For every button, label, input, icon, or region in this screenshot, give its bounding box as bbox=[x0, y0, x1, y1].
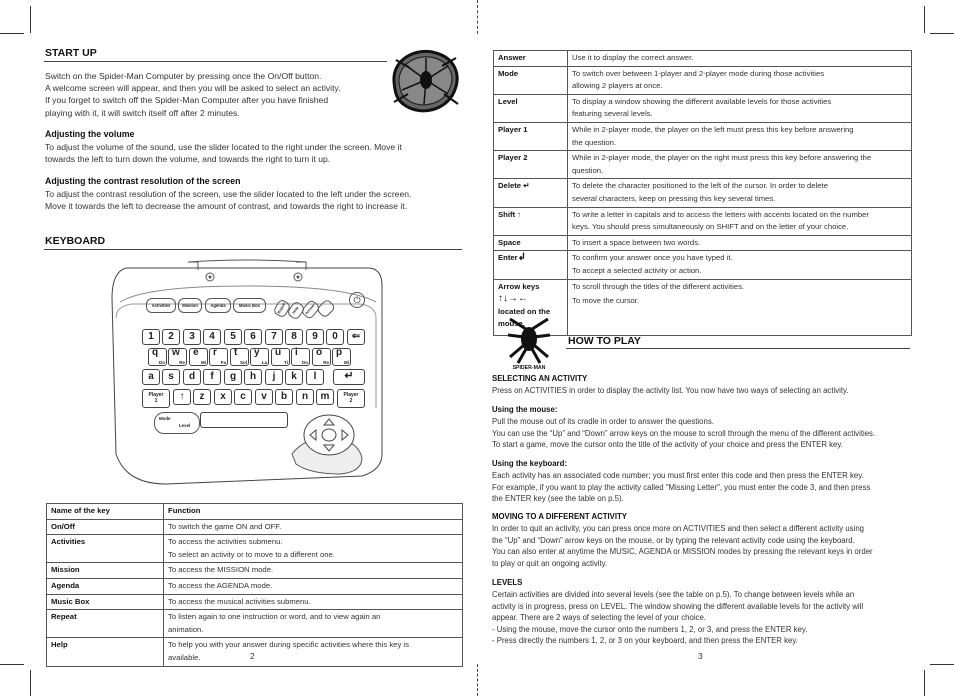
crop-mark bbox=[30, 6, 31, 33]
selecting-heading: SELECTING AN ACTIVITY bbox=[492, 374, 588, 383]
mouse-text: Pull the mouse out of its cradle in order to answer the questions. You can use the “Up” and “Down” arrow keys on the mouse to scroll through the menu of the different activities. To start a game, move the cursor onto the title of the activity of your choice and press the ENTER key. bbox=[492, 417, 876, 449]
key-name: Agenda bbox=[47, 578, 164, 594]
key-name: Delete ↵ bbox=[494, 179, 568, 207]
key-function-table-continued bbox=[493, 50, 912, 336]
how-to-play-heading: HOW TO PLAY bbox=[568, 335, 641, 347]
key-name: Mode bbox=[494, 66, 568, 94]
levels-text: Certain activities are divided into several levels (see the table on p.5). To change between levels while an activity is in progress, press on LEVEL. The window showing the different available levels for the activity will appear. There are 2 ways of selecting the level of your choice. - Using the mouse, move the cursor onto the numbers 1, 2, or 3, and press the ENTER key. - Press directly the numbers 1, 2, or 3 on your keyboard, and then press the ENTER key. bbox=[492, 590, 864, 645]
key-1[interactable]: 1 bbox=[142, 329, 160, 345]
keyboard-heading: KEYBOARD bbox=[45, 235, 106, 247]
key-function: To insert a space between two words. bbox=[568, 235, 912, 251]
key-y[interactable]: y La bbox=[250, 348, 269, 366]
crop-mark bbox=[30, 670, 31, 696]
table-row bbox=[47, 535, 463, 563]
header-key: Name of the key bbox=[47, 504, 164, 520]
key-s[interactable]: s bbox=[162, 369, 180, 385]
music-box-key[interactable]: Music Box bbox=[233, 298, 266, 313]
fold-line bbox=[477, 0, 478, 34]
shift-key-icon[interactable]: ↑ bbox=[173, 389, 191, 405]
key-z[interactable]: z bbox=[193, 389, 211, 405]
key-h[interactable]: h bbox=[244, 369, 262, 385]
key-name: Enter↲ bbox=[494, 251, 568, 279]
crop-mark bbox=[924, 6, 925, 33]
key-function: To access the activities submenu. To select an activity or to move to a different one. bbox=[164, 535, 463, 563]
key-function: To scroll through the titles of the different activities. To move the cursor. bbox=[568, 279, 912, 335]
shift-arrow-icon: ↑ bbox=[517, 209, 522, 219]
key-k[interactable]: k bbox=[285, 369, 303, 385]
key-function: To write a letter in capitals and to access the letters with accents located on the number keys. You should press simultaneously on SHIFT and on the letter of your choice. bbox=[568, 207, 912, 235]
crop-mark bbox=[0, 664, 24, 665]
help-key[interactable]: Help bbox=[286, 300, 306, 321]
key-q[interactable]: q Do bbox=[148, 348, 167, 366]
key-name: Mission bbox=[47, 563, 164, 579]
volume-heading: Adjusting the volume bbox=[45, 129, 135, 139]
key-name: Shift ↑ bbox=[494, 207, 568, 235]
key-4[interactable]: 4 bbox=[203, 329, 221, 345]
player1-key[interactable]: Player 1 bbox=[142, 389, 170, 408]
contrast-heading: Adjusting the contrast resolution of the screen bbox=[45, 176, 241, 186]
mode-key[interactable]: Mode bbox=[159, 416, 171, 421]
delete-arrow-icon: ↵ bbox=[523, 181, 530, 191]
key-function: To confirm your answer once you have typed it. To accept a selected activity or action. bbox=[568, 251, 912, 279]
key-2[interactable]: 2 bbox=[162, 329, 180, 345]
repeat-key[interactable]: Repeat bbox=[272, 298, 291, 318]
header-function: Function bbox=[164, 504, 463, 520]
crop-mark bbox=[0, 33, 24, 34]
table-row bbox=[494, 51, 912, 67]
page-number-left: 2 bbox=[250, 651, 255, 661]
answer-key[interactable]: Answer bbox=[300, 299, 321, 320]
key-name: Level bbox=[494, 94, 568, 122]
key-name: On/Off bbox=[47, 519, 164, 535]
key-0[interactable]: 0 bbox=[326, 329, 344, 345]
keyboard-method-heading: Using the keyboard: bbox=[492, 459, 567, 468]
crop-mark bbox=[924, 670, 925, 696]
player2-key[interactable]: Player 2 bbox=[337, 389, 365, 408]
key-function-table bbox=[46, 503, 463, 667]
key-name: Music Box bbox=[47, 594, 164, 610]
table-row bbox=[494, 151, 912, 179]
key-function: Use it to display the correct answer. bbox=[568, 51, 912, 67]
moving-text: In order to quit an activity, you can press once more on ACTIVITIES and then select a different activity using the “Up” and “Down” arrow keys on the mouse, or by typing the relevant activity code using the keyboard. You can also enter at anytime the MUSIC, AGENDA or MISSION modes by pressing the relevant keys in order to play or quit an ongoing activity. bbox=[492, 524, 873, 568]
key-name: Arrow keys ↑↓→← located on the mouse. bbox=[494, 279, 568, 335]
spider-man-logo bbox=[506, 317, 552, 371]
key-5[interactable]: 5 bbox=[224, 329, 242, 345]
selecting-text: Press on ACTIVITIES in order to display the activity list. You now have two ways of selecting an activity. bbox=[492, 386, 849, 395]
delete-key-icon[interactable]: ⇐ bbox=[347, 329, 365, 345]
key-7[interactable]: 7 bbox=[265, 329, 283, 345]
table-row bbox=[47, 519, 463, 535]
volume-text: To adjust the volume of the sound, use the slider located to the right under the screen. Move it towards the left to turn down the volume, and towards the right to turn it up. bbox=[45, 142, 402, 165]
start-up-heading: START UP bbox=[45, 47, 97, 59]
how-to-play-rule bbox=[566, 348, 910, 349]
start-up-intro: Switch on the Spider-Man Computer by pressing once the On/Off button. A welcome screen will appear, and then you will be asked to select an activity. If you forget to switch off the Spider-Man Computer after you have finished playing with it, it will switch itself off after 2 minutes. bbox=[45, 71, 341, 118]
key-function: To access the musical activities submenu. bbox=[164, 594, 463, 610]
key-p[interactable]: p Mi bbox=[332, 348, 351, 366]
key-m[interactable]: m bbox=[316, 389, 334, 405]
contrast-text: To adjust the contrast resolution of the screen, use the slider located to the left under the screen. Move it towards the left to decrease the amount of contrast, and towards the right to increase it. bbox=[45, 189, 412, 212]
activities-key[interactable]: Activities bbox=[146, 298, 176, 313]
page-number-right: 3 bbox=[698, 651, 703, 661]
key-name: Activities bbox=[47, 535, 164, 563]
table-row bbox=[47, 563, 463, 579]
key-function: To switch the game ON and OFF. bbox=[164, 519, 463, 535]
moving-heading: MOVING TO A DIFFERENT ACTIVITY bbox=[492, 512, 628, 521]
table-row bbox=[494, 279, 912, 335]
key-u[interactable]: u Ti bbox=[271, 348, 290, 366]
key-j[interactable]: j bbox=[265, 369, 283, 385]
key-name: Answer bbox=[494, 51, 568, 67]
key-t[interactable]: t Sol bbox=[230, 348, 249, 366]
key-n[interactable]: n bbox=[296, 389, 314, 405]
key-b[interactable]: b bbox=[275, 389, 293, 405]
table-row bbox=[494, 179, 912, 207]
keyboard-method-text: Each activity has an associated code number; you must first enter this code and then press the ENTER key. For example, if you want to play the activity called "Missing Letter", you must enter the code 3, and then press the ENTER key (see the table on p.5). bbox=[492, 471, 871, 503]
crop-mark bbox=[930, 33, 954, 34]
on-off-key-icon[interactable]: ⏻ bbox=[349, 292, 365, 308]
key-i[interactable]: i Do bbox=[291, 348, 310, 366]
enter-arrow-icon: ↲ bbox=[517, 252, 527, 264]
key-3[interactable]: 3 bbox=[183, 329, 201, 345]
key-name: Space bbox=[494, 235, 568, 251]
key-6[interactable]: 6 bbox=[244, 329, 262, 345]
mouse-arrow-pad-icon[interactable] bbox=[302, 413, 356, 459]
table-row bbox=[494, 235, 912, 251]
space-bar[interactable] bbox=[200, 412, 288, 428]
table-row bbox=[494, 94, 912, 122]
level-key[interactable]: Level bbox=[179, 423, 191, 428]
table-row bbox=[494, 122, 912, 150]
table-row bbox=[494, 251, 912, 279]
key-function: While in 2-player mode, the player on the left must press this key before answering the question. bbox=[568, 122, 912, 150]
levels-heading: LEVELS bbox=[492, 578, 523, 587]
start-up-rule bbox=[44, 61, 387, 62]
table-row bbox=[47, 610, 463, 638]
key-e[interactable]: e Mi bbox=[189, 348, 208, 366]
key-g[interactable]: g bbox=[224, 369, 242, 385]
key-name: Player 2 bbox=[494, 151, 568, 179]
spider-man-logo-text: SPIDER-MAN bbox=[512, 365, 546, 371]
key-name: Help bbox=[47, 638, 164, 666]
table-row bbox=[494, 207, 912, 235]
key-o[interactable]: o Re bbox=[312, 348, 331, 366]
key-function: To access the AGENDA mode. bbox=[164, 578, 463, 594]
agenda-key[interactable]: Agenda bbox=[205, 298, 231, 313]
key-name: Repeat bbox=[47, 610, 164, 638]
key-x[interactable]: x bbox=[214, 389, 232, 405]
key-9[interactable]: 9 bbox=[306, 329, 324, 345]
key-function: While in 2-player mode, the player on the right must press this key before answering the question. bbox=[568, 151, 912, 179]
key-function: To access the MISSION mode. bbox=[164, 563, 463, 579]
mode-level-pad bbox=[154, 412, 200, 434]
table-header-row bbox=[47, 504, 463, 520]
key-f[interactable]: f bbox=[203, 369, 221, 385]
key-v[interactable]: v bbox=[255, 389, 273, 405]
key-w[interactable]: w Re bbox=[168, 348, 187, 366]
key-function: To switch over between 1-player and 2-player mode during those activities allowing 2 players at once. bbox=[568, 66, 912, 94]
key-function: To display a window showing the different available levels for those activities featuring several levels. bbox=[568, 94, 912, 122]
table-row bbox=[47, 594, 463, 610]
key-name: Player 1 bbox=[494, 122, 568, 150]
enter-key-icon[interactable]: ↵ bbox=[333, 369, 365, 385]
mouse-heading: Using the mouse: bbox=[492, 405, 558, 414]
arrow-keys-icon: ↑↓→← bbox=[498, 293, 528, 305]
key-l[interactable]: l bbox=[306, 369, 324, 385]
fold-line bbox=[477, 664, 478, 696]
key-r[interactable]: r Fa bbox=[209, 348, 228, 366]
key-a[interactable]: a bbox=[142, 369, 160, 385]
mission-key[interactable]: Mission bbox=[178, 298, 202, 313]
table-row bbox=[47, 578, 463, 594]
key-function: To delete the character positioned to the left of the cursor. In order to delete several characters, keep on pressing this key several times. bbox=[568, 179, 912, 207]
keyboard-rule bbox=[44, 249, 462, 250]
key-d[interactable]: d bbox=[183, 369, 201, 385]
key-function: To listen again to one instruction or word, and to view again an animation. bbox=[164, 610, 463, 638]
key-c[interactable]: c bbox=[234, 389, 252, 405]
key-function: To help you with your answer during specific activities where this key is available. bbox=[164, 638, 463, 666]
crop-mark bbox=[930, 664, 954, 665]
table-row bbox=[494, 66, 912, 94]
key-8[interactable]: 8 bbox=[285, 329, 303, 345]
